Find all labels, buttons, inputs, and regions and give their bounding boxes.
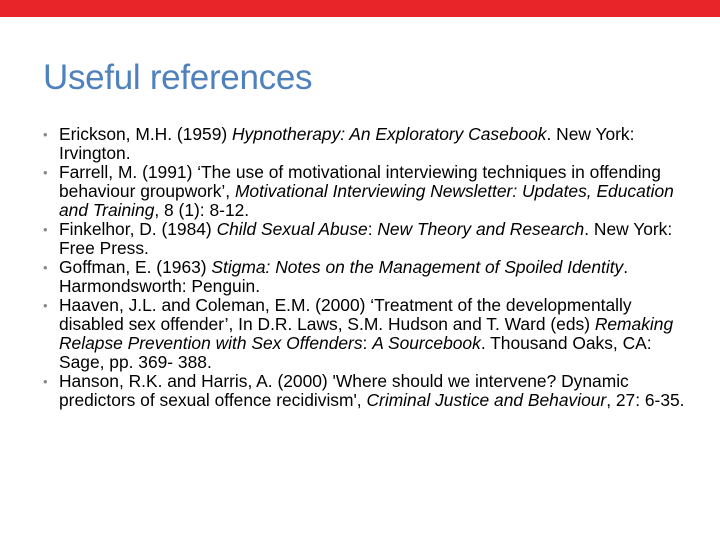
bullet-icon: • bbox=[43, 165, 48, 180]
reference-text: . Harmondsworth: Penguin. bbox=[59, 257, 629, 296]
reference-text: Hanson, R.K. and Harris, A. (2000) 'Where should we intervene? Dynamic predictors of sexual offence recidivism', bbox=[59, 371, 629, 410]
reference-title-text: Hypnotherapy: An Exploratory Casebook bbox=[232, 124, 547, 144]
bullet-icon: • bbox=[43, 298, 48, 313]
reference-item bbox=[43, 296, 693, 372]
reference-list bbox=[43, 125, 693, 410]
reference-title-text: A Sourcebook bbox=[372, 333, 481, 353]
reference-text: . New York: Free Press. bbox=[59, 219, 673, 258]
bullet-icon: • bbox=[43, 260, 48, 275]
reference-item bbox=[43, 220, 693, 258]
reference-item bbox=[43, 125, 693, 163]
reference-text: : bbox=[362, 333, 373, 353]
reference-text: Erickson, M.H. (1959) bbox=[59, 124, 232, 144]
reference-title-text: New Theory and Research bbox=[377, 219, 585, 239]
reference-text: : bbox=[367, 219, 378, 239]
reference-item bbox=[43, 258, 693, 296]
reference-item bbox=[43, 163, 693, 220]
reference-text: , 8 (1): 8-12. bbox=[154, 200, 250, 220]
bullet-icon: • bbox=[43, 222, 48, 237]
reference-text: , 27: 6-35. bbox=[606, 390, 685, 410]
reference-title-text: Stigma: Notes on the Management of Spoiled Identity bbox=[211, 257, 624, 277]
reference-title-text: Motivational Interviewing Newsletter: Updates, Education and Training bbox=[59, 181, 674, 220]
reference-title-text: Child Sexual Abuse bbox=[216, 219, 368, 239]
top-accent-bar bbox=[0, 0, 720, 17]
reference-title-text: Criminal Justice and Behaviour bbox=[366, 390, 607, 410]
reference-text: Haaven, J.L. and Coleman, E.M. (2000) ‘Treatment of the developmentally disabled sex offender’, In D.R. Laws, S.M. Hudson and T. Ward (eds) bbox=[59, 295, 632, 334]
reference-item bbox=[43, 372, 693, 410]
reference-title-text: Remaking Relapse Prevention with Sex Offenders bbox=[59, 314, 674, 353]
reference-text: Finkelhor, D. (1984) bbox=[59, 219, 217, 239]
reference-text: Goffman, E. (1963) bbox=[59, 257, 212, 277]
bullet-icon: • bbox=[43, 127, 48, 142]
slide-title: Useful references bbox=[43, 58, 313, 97]
bullet-icon: • bbox=[43, 374, 48, 389]
reference-text: . Thousand Oaks, CA: Sage, pp. 369- 388. bbox=[59, 333, 652, 372]
reference-text: . New York: Irvington. bbox=[59, 124, 635, 163]
reference-text: Farrell, M. (1991) ‘The use of motivational interviewing techniques in offending behaviour groupwork’, bbox=[59, 162, 661, 201]
